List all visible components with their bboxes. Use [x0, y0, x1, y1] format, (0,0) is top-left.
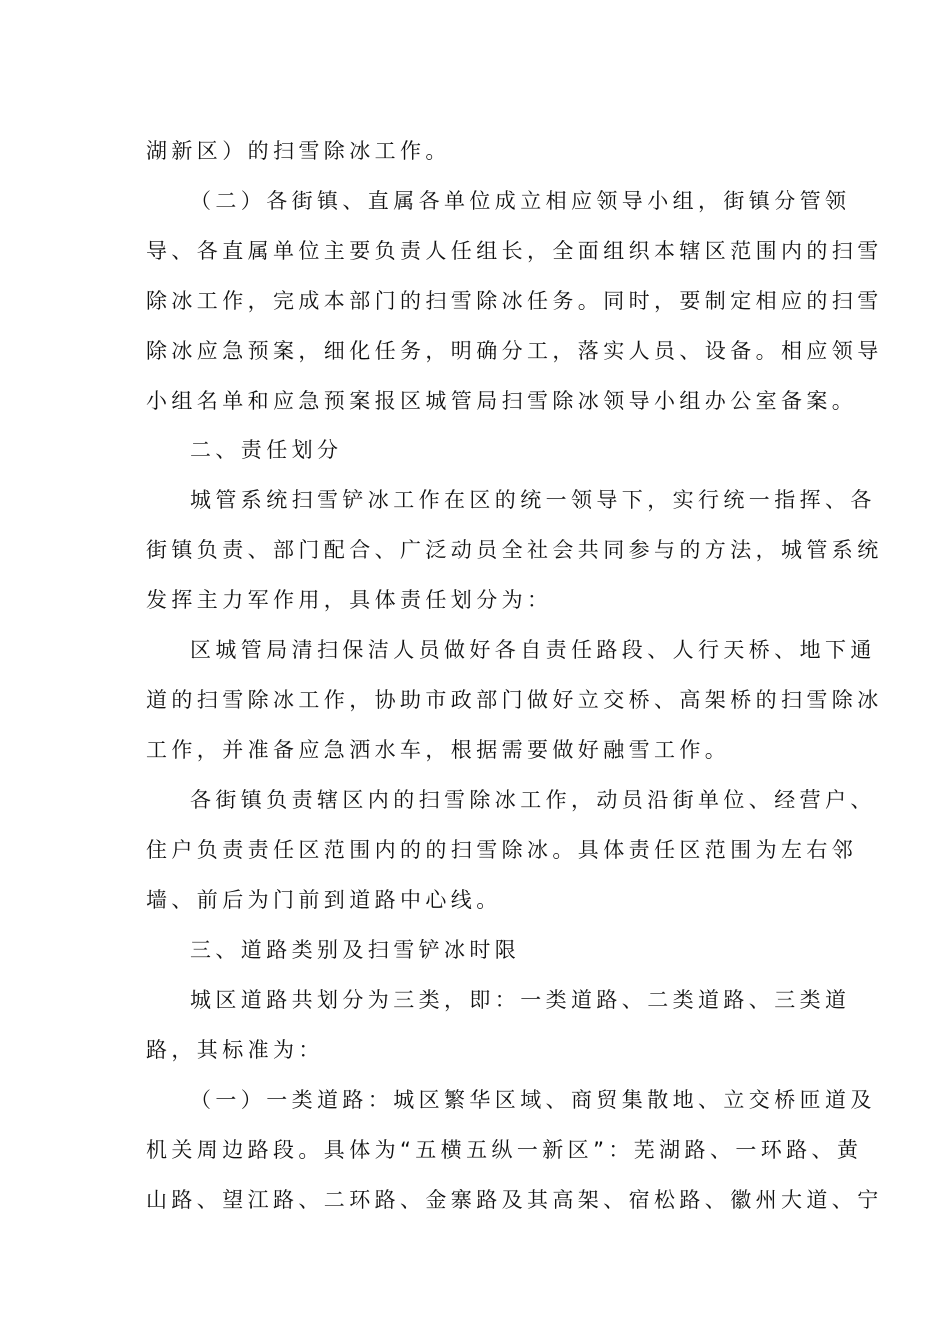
text-line: 除冰应急预案，细化任务，明确分工，落实人员、设备。相应领导 [146, 339, 883, 363]
text-line: 发挥主力军作用，具体责任划分为： [146, 588, 553, 612]
text-line: （二）各街镇、直属各单位成立相应领导小组，街镇分管领 [190, 189, 851, 213]
text-line: 区城管局清扫保洁人员做好各自责任路段、人行天桥、地下通 [190, 638, 876, 662]
text-line: 街镇负责、部门配合、广泛动员全社会共同参与的方法，城管系统 [146, 538, 883, 562]
text-line: 机关周边路段。具体为“五横五纵一新区”：芜湖路、一环路、黄 [146, 1138, 863, 1162]
text-line: 小组名单和应急预案报区城管局扫雪除冰领导小组办公室备案。 [146, 389, 858, 413]
text-line: 路，其标准为： [146, 1038, 324, 1062]
text-line: 住户负责责任区范围内的的扫雪除冰。具体责任区范围为左右邻 [146, 838, 858, 862]
text-line: 工作，并准备应急洒水车，根据需要做好融雪工作。 [146, 738, 731, 762]
text-line: 导、各直属单位主要负责人任组长，全面组织本辖区范围内的扫雪 [146, 239, 883, 263]
section-heading: 三、道路类别及扫雪铲冰时限 [190, 938, 521, 962]
text-line: 城管系统扫雪铲冰工作在区的统一领导下，实行统一指挥、各 [190, 488, 876, 512]
text-line: 山路、望江路、二环路、金寨路及其高架、宿松路、徽州大道、宁 [146, 1188, 883, 1212]
text-line: （一）一类道路：城区繁华区域、商贸集散地、立交桥匝道及 [190, 1088, 876, 1112]
text-line: 各街镇负责辖区内的扫雪除冰工作，动员沿街单位、经营户、 [190, 788, 876, 812]
text-line: 墙、前后为门前到道路中心线。 [146, 888, 502, 912]
text-line: 城区道路共划分为三类，即：一类道路、二类道路、三类道 [190, 988, 851, 1012]
text-line: 除冰工作，完成本部门的扫雪除冰任务。同时，要制定相应的扫雪 [146, 289, 883, 313]
text-line: 湖新区）的扫雪除冰工作。 [146, 139, 451, 163]
section-heading: 二、责任划分 [190, 438, 343, 462]
text-line: 道的扫雪除冰工作，协助市政部门做好立交桥、高架桥的扫雪除冰 [146, 688, 883, 712]
